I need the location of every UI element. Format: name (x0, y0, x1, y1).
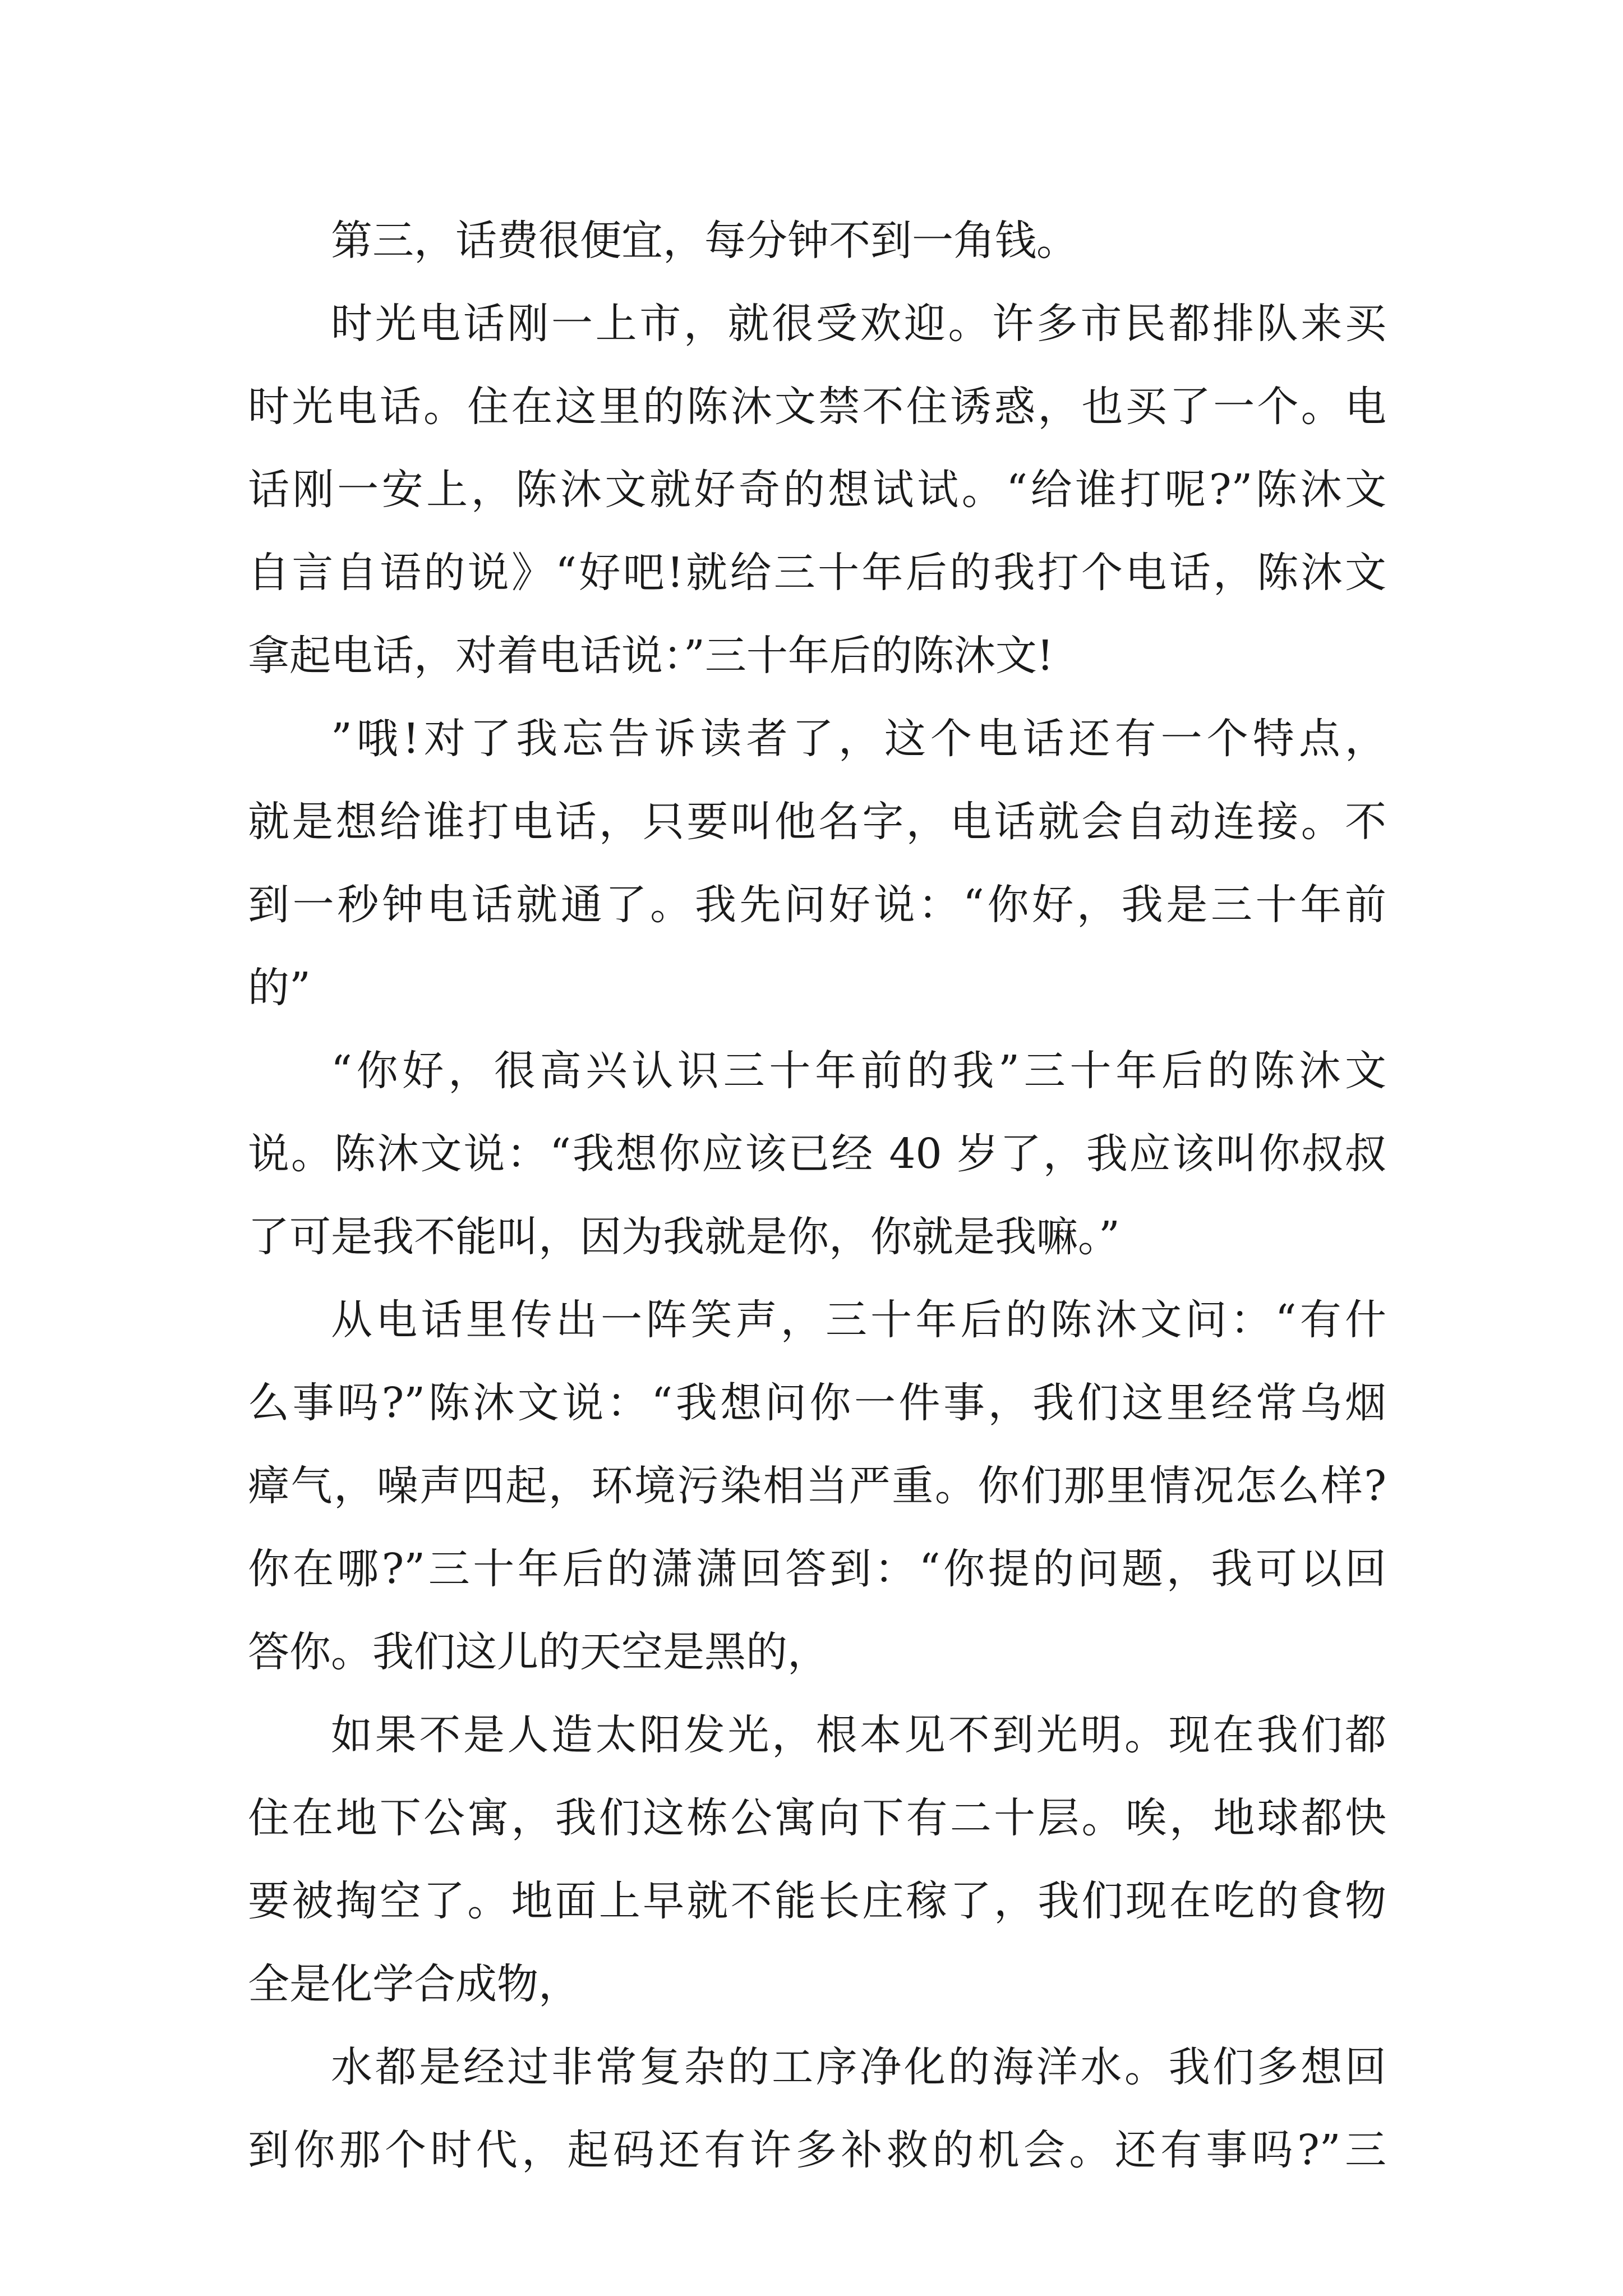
text-line: 的” (248, 964, 311, 1012)
text-line: 你在哪?”三十年后的潇潇回答到：“你提的问题，我可以回 (248, 1545, 1386, 1593)
text-line: 从电话里传出一阵笑声，三十年后的陈沐文问：“有什 (331, 1296, 1386, 1344)
text-line: ”哦!对了我忘告诉读者了，这个电话还有一个特点， (331, 715, 1386, 763)
text-line: 话刚一安上，陈沐文就好奇的想试试。“给谁打呢?”陈沐文 (248, 466, 1386, 514)
text-line: 就是想给谁打电话，只要叫他名字，电话就会自动连接。不 (248, 798, 1386, 846)
text-line: 瘴气，噪声四起，环境污染相当严重。你们那里情况怎么样? (248, 1462, 1386, 1510)
text-line: 住在地下公寓，我们这栋公寓向下有二十层。唉，地球都快 (248, 1794, 1386, 1842)
text-line: 如果不是人造太阳发光，根本见不到光明。现在我们都 (331, 1711, 1386, 1759)
text-line: 说。陈沐文说：“我想你应该已经 40 岁了，我应该叫你叔叔 (248, 1130, 1386, 1178)
text-line: 全是化学合成物， (248, 1960, 580, 2008)
text-line: 了可是我不能叫，因为我就是你，你就是我嘛。” (248, 1213, 1120, 1261)
text-line: 答你。我们这儿的天空是黑的， (248, 1628, 829, 1676)
text-line: 时光电话刚一上市，就很受欢迎。许多市民都排队来买 (331, 300, 1386, 348)
text-line: 么事吗?”陈沐文说：“我想问你一件事，我们这里经常乌烟 (248, 1379, 1386, 1427)
text-line: “你好，很高兴认识三十年前的我”三十年后的陈沐文 (331, 1047, 1386, 1095)
text-line: 拿起电话，对着电话说：”三十年后的陈沐文! (248, 632, 1054, 680)
text-line: 到你那个时代，起码还有许多补救的机会。还有事吗?”三 (248, 2126, 1386, 2174)
text-line: 要被掏空了。地面上早就不能长庄稼了，我们现在吃的食物 (248, 1877, 1386, 1925)
body-text (248, 199, 1386, 2192)
text-line: 第三，话费很便宜，每分钟不到一角钱。 (331, 217, 1078, 265)
text-line: 水都是经过非常复杂的工序净化的海洋水。我们多想回 (331, 2043, 1386, 2091)
text-line: 自言自语的说》“好吧!就给三十年后的我打个电话，陈沐文 (248, 549, 1386, 597)
text-line: 时光电话。住在这里的陈沐文禁不住诱惑，也买了一个。电 (248, 383, 1386, 431)
text-line: 到一秒钟电话就通了。我先问好说：“你好，我是三十年前 (248, 881, 1386, 929)
